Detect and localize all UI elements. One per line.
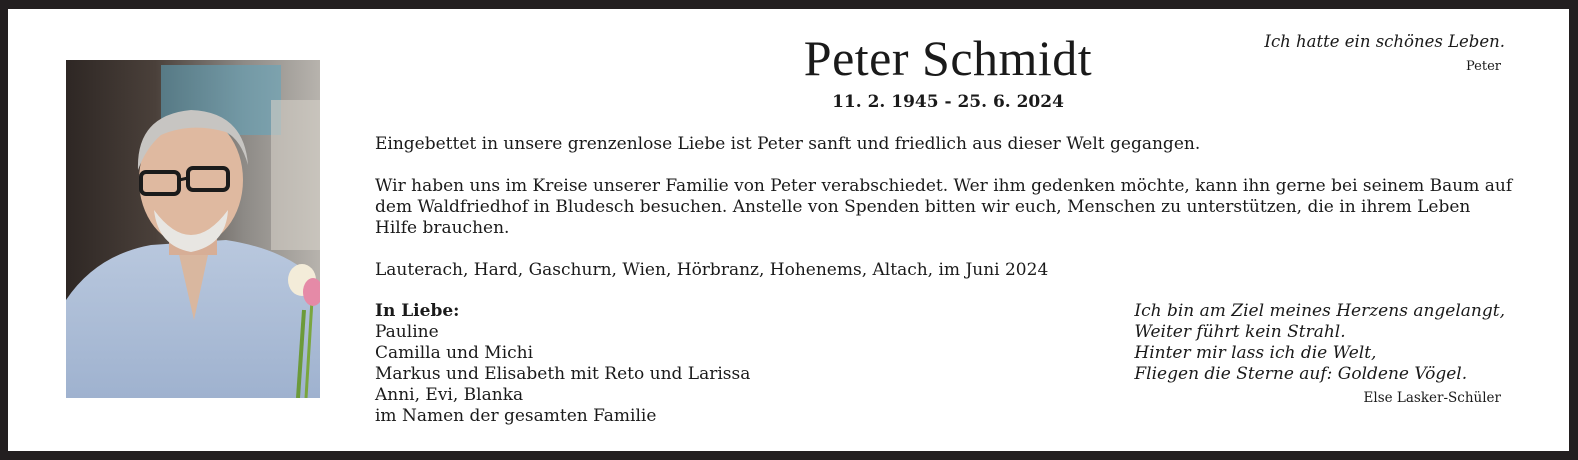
poem-author: Else Lasker-Schüler — [1363, 390, 1501, 406]
motto-author: Peter — [1466, 59, 1501, 74]
poem-quote — [1134, 301, 1505, 385]
mourner-name: Camilla und Michi — [375, 343, 534, 363]
motto-quote: Ich hatte ein schönes Leben. — [1264, 32, 1505, 51]
life-dates: 11. 2. 1945 - 25. 6. 2024 — [832, 92, 1064, 112]
mourners-heading: In Liebe: — [375, 301, 460, 321]
paragraph-places-date: Lauterach, Hard, Gaschurn, Wien, Hörbranz, Hohenems, Altach, im Juni 2024 — [375, 260, 1049, 280]
poem-line: Weiter führt kein Strahl. — [1134, 322, 1346, 342]
paragraph-2: Wir haben uns im Kreise unserer Familie von Peter verabschiedet. Wer ihm gedenken möchte, kann ihn gerne bei seinem Baum auf dem Waldfriedhof in Bludesch besuchen. Anstelle von Spenden bitten wir euch, Menschen zu unterstützen, die in ihrem Leben Hilfe brauchen. — [375, 176, 1513, 238]
obituary-card — [8, 9, 1569, 451]
mourner-name: im Namen der gesamten Familie — [375, 406, 657, 426]
mourner-name: Markus und Elisabeth mit Reto und Larissa — [375, 364, 751, 384]
mourner-name: Pauline — [375, 322, 439, 342]
paragraph-1: Eingebettet in unsere grenzenlose Liebe ist Peter sanft und friedlich aus dieser Welt gegangen. — [375, 134, 1201, 154]
deceased-name: Peter Schmidt — [803, 30, 1093, 86]
poem-line: Ich bin am Ziel meines Herzens angelangt, — [1134, 301, 1505, 321]
mourner-name: Anni, Evi, Blanka — [375, 385, 524, 405]
portrait-illustration — [66, 60, 320, 398]
portrait-photo — [66, 60, 320, 398]
poem-line: Fliegen die Sterne auf: Goldene Vögel. — [1134, 364, 1468, 384]
poem-line: Hinter mir lass ich die Welt, — [1134, 343, 1377, 363]
mourners-list — [375, 301, 750, 427]
